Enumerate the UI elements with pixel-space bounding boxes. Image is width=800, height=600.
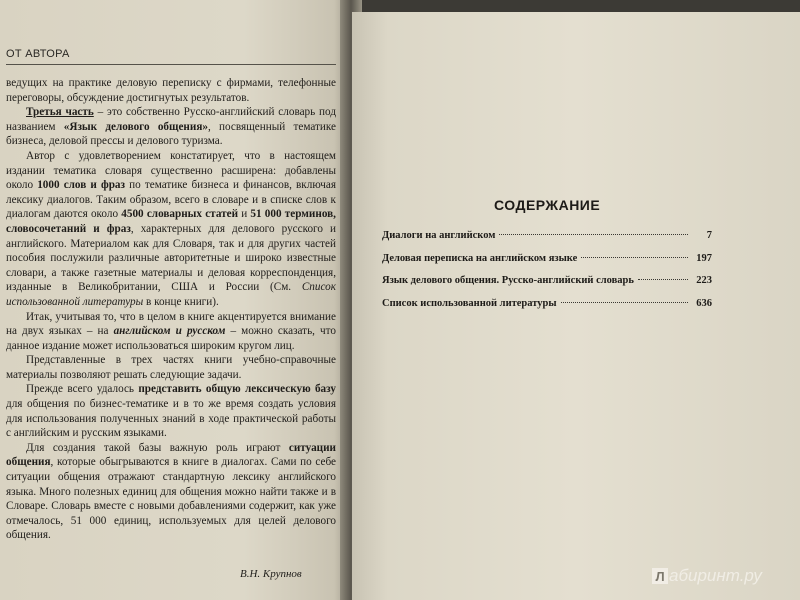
text-run: – это собственно Русско-английский словарь под названием	[6, 106, 337, 133]
toc-title: СОДЕРЖАНИЕ	[494, 197, 601, 213]
text-run: 1000 слов и фраз	[37, 179, 126, 192]
foreword-text	[6, 76, 336, 543]
toc-label: Диалоги на английском	[382, 230, 496, 241]
text-run: Для создания такой базы важную роль играют	[26, 441, 289, 454]
text-run: , посвященный тематике бизнеса, деловой прессы и делового туризма.	[6, 120, 336, 148]
text-run: Третья часть	[26, 106, 94, 119]
toc-page: 7	[706, 230, 712, 241]
right-page	[352, 12, 800, 600]
text-run: ситуации общения	[6, 441, 336, 469]
toc-label: Список использованной литературы	[382, 297, 557, 309]
text-run: для общения по бизнес-тематике и в то же время создать условия для использования полученных знаний в ходе практической работы с английским и русским языками.	[6, 398, 336, 440]
toc-label: Деловая переписка на английском языке	[382, 252, 578, 264]
text-run: 51 000 терминов, словосочетаний и фраз	[6, 208, 336, 235]
toc-page: 197	[696, 252, 712, 264]
labirint-watermark	[652, 566, 762, 586]
toc-row	[382, 230, 712, 253]
text-run: и	[238, 208, 251, 221]
text-run: , характерных для делового русского и английского. Материалом как для Словаря, так и для других частей пособия послужили различные авторитетные и широко известные словари, а также газетные материалы и деловая корреспонденция, изданные в Великобритании, США и России (См.	[6, 222, 336, 294]
watermark-text: абиринт.ру	[669, 566, 762, 585]
text-run: Список использованной литературы	[6, 281, 336, 308]
text-run: , которые обыгрываются в книге в диалогах. Сами по себе ситуации общения отражают стандартную лексику английского языка. Много полезных единиц для общения можно найти также и в Словаре. Словарь вместе с новыми добавлениями содержит, как уже отмечалось, 51 000 единиц, используемых для целей делового общения.	[6, 456, 336, 542]
toc-page: 223	[696, 275, 712, 286]
toc-leader	[581, 257, 688, 258]
running-head: ОТ АВТОРА	[6, 48, 70, 60]
foreword-paragraph	[6, 76, 336, 105]
toc-row	[382, 298, 712, 321]
toc-page: 636	[696, 297, 712, 309]
text-run: Автор с удовлетворением констатирует, что в настоящем издании тематика словаря существенно расширена: добавлены около	[6, 149, 336, 192]
text-run: английском и русском	[113, 325, 226, 338]
foreword-paragraph	[6, 441, 336, 543]
text-run: Представленные в трех частях книги учебно-справочные материалы позволяют решать следующие задачи.	[6, 354, 336, 381]
foreword-paragraph	[6, 382, 336, 440]
foreword-paragraph	[6, 149, 336, 310]
foreword-paragraph	[6, 310, 336, 354]
toc-leader	[638, 279, 688, 280]
text-run: представить общую лексическую базу	[138, 383, 336, 396]
toc-label: Язык делового общения. Русско-английский словарь	[382, 275, 634, 286]
toc-list	[382, 230, 712, 320]
text-run: Итак, учитывая то, что в целом в книге акцентируется внимание на двух языках – на	[6, 310, 336, 338]
watermark-logo-box: Л	[652, 568, 668, 584]
left-page	[0, 0, 348, 600]
text-run: «Язык делового общения»	[63, 120, 208, 133]
text-run: ведущих на практике деловую переписку с фирмами, телефонные переговоры, обсуждение достигнутых результатов.	[6, 77, 336, 104]
text-run: в конце книги).	[143, 295, 219, 308]
text-run: 4500 словарных статей	[121, 208, 239, 221]
foreword-paragraph	[6, 353, 336, 382]
toc-leader	[561, 302, 688, 303]
author-signature: В.Н. Крупнов	[240, 568, 302, 580]
toc-leader	[499, 234, 688, 235]
toc-row	[382, 253, 712, 276]
text-run: – можно сказать, что данное издание может использоваться широким кругом лиц.	[6, 325, 337, 352]
toc-row	[382, 275, 712, 298]
foreword-paragraph	[6, 105, 336, 149]
text-run: Прежде всего удалось	[26, 383, 139, 396]
text-run: по тематике бизнеса и финансов, включая лексику диалогов. Таким образом, всего в словаре и в списке слов к диалогам даются около	[6, 179, 336, 221]
header-rule	[6, 64, 336, 65]
